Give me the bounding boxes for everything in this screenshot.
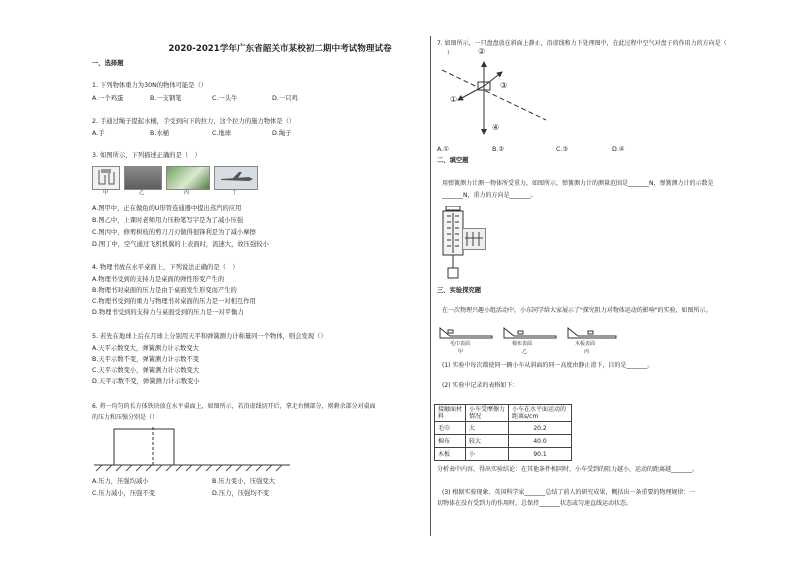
q3-image-yi xyxy=(124,166,162,190)
q9-slope-diagrams xyxy=(438,318,618,340)
section-experiment: 三、实验探究题 xyxy=(437,287,482,294)
q5-option-a: A.天平示数变大，弹簧测力计示数变大 xyxy=(92,345,199,352)
q1-option-b: B.一支钢笔 xyxy=(150,95,182,102)
q3-image-jia xyxy=(92,166,120,190)
q1-stem: 1. 下列物体重力为30N的物体可能是（） xyxy=(92,82,208,89)
q7-label-4: ④ xyxy=(492,123,500,132)
table-header-cell: 小车在水平面运动的距离s/cm xyxy=(509,405,572,422)
q9-surface-wood: 木板表面 xyxy=(575,341,596,347)
q7-option-a: A.① xyxy=(437,146,449,153)
q9-caption-yi: 乙 xyxy=(522,349,528,355)
q9-surface-cotton: 棉布表面 xyxy=(512,341,533,347)
q3-caption-bing: 丙 xyxy=(184,190,190,196)
q7-label-2: ② xyxy=(478,47,486,56)
q2-stem: 2. 手通过绳子提起水桶，手受到向下的拉力，这个拉力的施力物体是（） xyxy=(92,118,296,125)
q3-stem: 3. 如图所示，下列描述正确的是（ ） xyxy=(92,152,201,159)
q9-caption-bing: 丙 xyxy=(584,349,590,355)
q4-option-c: C.物理书受到的重力与物理书对桌面的压力是一对相互作用 xyxy=(92,298,256,305)
section-fill-blank: 二、填空题 xyxy=(437,157,469,164)
q4-option-d: D.物理书受到的支持力与桌面受到的压力是一对平衡力 xyxy=(92,309,244,316)
q9-results-table xyxy=(434,404,572,461)
table-cell: 棉布 xyxy=(435,435,466,448)
table-cell: 小 xyxy=(466,448,509,461)
table-cell: 较大 xyxy=(466,435,509,448)
q6-stem: 6. 将一均匀的长方体铁块放在水平桌面上，如图所示，若沿虚线切开后，拿走右侧部分，则剩余部分对桌面 xyxy=(92,403,376,410)
q9-analysis: 分析表中内容，得出实验结论：在其他条件相同时，小车受到的阻力越小，运动的距离越_______。 xyxy=(437,466,699,473)
q9-part3: (3) 根据实验现象，英国科学家_______总结了前人的研究成果，概括出一条重要的物理规律：一 xyxy=(442,489,696,496)
q2-option-d: D.绳子 xyxy=(272,130,292,137)
table-row xyxy=(435,422,572,435)
section-choice: 一、选择题 xyxy=(92,60,124,67)
q7-stem: 7. 如图所示，一只盘盘放在斜面上静止，沿虚线和力下处理图中，在此过程中空气对盘子的作用力的方向是（ xyxy=(437,40,727,47)
q6-stem-cont: 的压力和压强分别是（） xyxy=(92,414,159,421)
q9-part3-cont: 切物体在没有受到力的作用时，总保持_______状态或匀速直线运动状态。 xyxy=(437,500,633,507)
table-header-row xyxy=(435,405,572,422)
q1-option-c: C.一头牛 xyxy=(212,95,238,102)
q5-stem: 5. 若先在地球上后在月球上分别用天平和弹簧测力计称量同一个物体，则会发现（） xyxy=(92,333,327,340)
q4-stem: 4. 物理书放在水平桌面上，下列说法正确的是（ ） xyxy=(92,264,239,271)
q3-image-ding xyxy=(214,166,258,190)
q9-part2: (2) 实验中记录的表格如下： xyxy=(442,382,519,389)
q7-option-d: D.④ xyxy=(612,146,625,153)
q8-line1: 用弹簧测力计测一物体所受重力，如图所示，弹簧测力计的测量范围是_______N，弹簧测力计的示数是 xyxy=(442,180,714,187)
table-row xyxy=(435,448,572,461)
q3-option-b: B.图乙中，上课时老师用力压粉笔写字是为了减小压强 xyxy=(92,217,244,224)
q9-part1: (1) 实验中每次都使同一辆小车从斜面的同一高度由静止滑下，目的是_______。 xyxy=(442,362,654,369)
table-header-cell: 接触面材料 xyxy=(435,405,466,422)
table-cell: 毛巾 xyxy=(435,422,466,435)
q9-stem: 在一次物理兴趣小组活动中，小东同学给大家展示了"探究阻力对物体运动的影响"的实验，如图所示。 xyxy=(442,307,712,314)
q3-option-d: D.图丁中，空气通过飞机机翼的上表面时，流速大，故压强较小 xyxy=(92,241,269,248)
table-cell: 40.0 xyxy=(509,435,572,448)
q3-caption-ding: 丁 xyxy=(232,190,238,196)
q3-option-a: A.图甲中，正在做鱼的U形管连通器中提出蒸汽的应用 xyxy=(92,205,242,212)
q5-option-b: B.天平示数不变，弹簧测力计示数不变 xyxy=(92,356,200,363)
table-row xyxy=(435,435,572,448)
q1-option-d: D.一只鸡 xyxy=(272,95,298,102)
table-header-cell: 小车受摩擦力情况 xyxy=(466,405,509,422)
q6-option-a: A.压力，压强均减小 xyxy=(92,478,149,485)
q3-option-c: C.图丙中，修剪树枝的剪刀刀刃做得很锋利是为了减小摩擦 xyxy=(92,229,256,236)
q6-block-diagram xyxy=(92,424,292,474)
q8-line2: _______N，重力的方向是_______。 xyxy=(442,192,537,199)
q5-option-d: D.天平示数不变，弹簧测力计示数变小 xyxy=(92,378,200,385)
q2-option-b: B.水桶 xyxy=(150,130,169,137)
table-cell: 大 xyxy=(466,422,509,435)
q7-option-c: C.③ xyxy=(556,146,569,153)
page-title: 2020-2021学年广东省韶关市某校初二期中考试物理试卷 xyxy=(168,44,392,54)
q5-option-c: C.天平示数变小，弹簧测力计示数变大 xyxy=(92,367,200,374)
table-cell: 90.1 xyxy=(509,448,572,461)
q7-stem-cont: ） xyxy=(447,50,454,57)
q4-option-b: B.物理书对桌面的压力是由于桌面发生形变而产生的 xyxy=(92,287,237,294)
q2-option-c: C.地球 xyxy=(212,130,231,137)
q1-option-a: A.一个鸡蛋 xyxy=(92,95,124,102)
q7-label-3: ③ xyxy=(500,81,508,90)
q3-image-bing xyxy=(166,166,210,190)
q6-option-d: D.压力，压强均不变 xyxy=(212,490,270,497)
q9-surface-towel: 毛巾表面 xyxy=(450,341,471,347)
table-cell: 木板 xyxy=(435,448,466,461)
q2-option-a: A.手 xyxy=(92,130,105,137)
q7-option-b: B.② xyxy=(492,146,504,153)
q3-caption-jia: 甲 xyxy=(103,190,109,196)
table-cell: 20.2 xyxy=(509,422,572,435)
q6-option-b: B.压力变小，压强变大 xyxy=(212,478,275,485)
q3-caption-yi: 乙 xyxy=(139,190,145,196)
column-divider xyxy=(430,36,431,536)
q7-label-1: ① xyxy=(450,95,458,104)
q8-scale-zoom xyxy=(462,228,486,250)
q4-option-a: A.物理书受到的支持力是桌面的弹性形变产生的 xyxy=(92,276,225,283)
q9-caption-jia: 甲 xyxy=(458,349,464,355)
q6-option-c: C.压力减小，压强不变 xyxy=(92,490,156,497)
